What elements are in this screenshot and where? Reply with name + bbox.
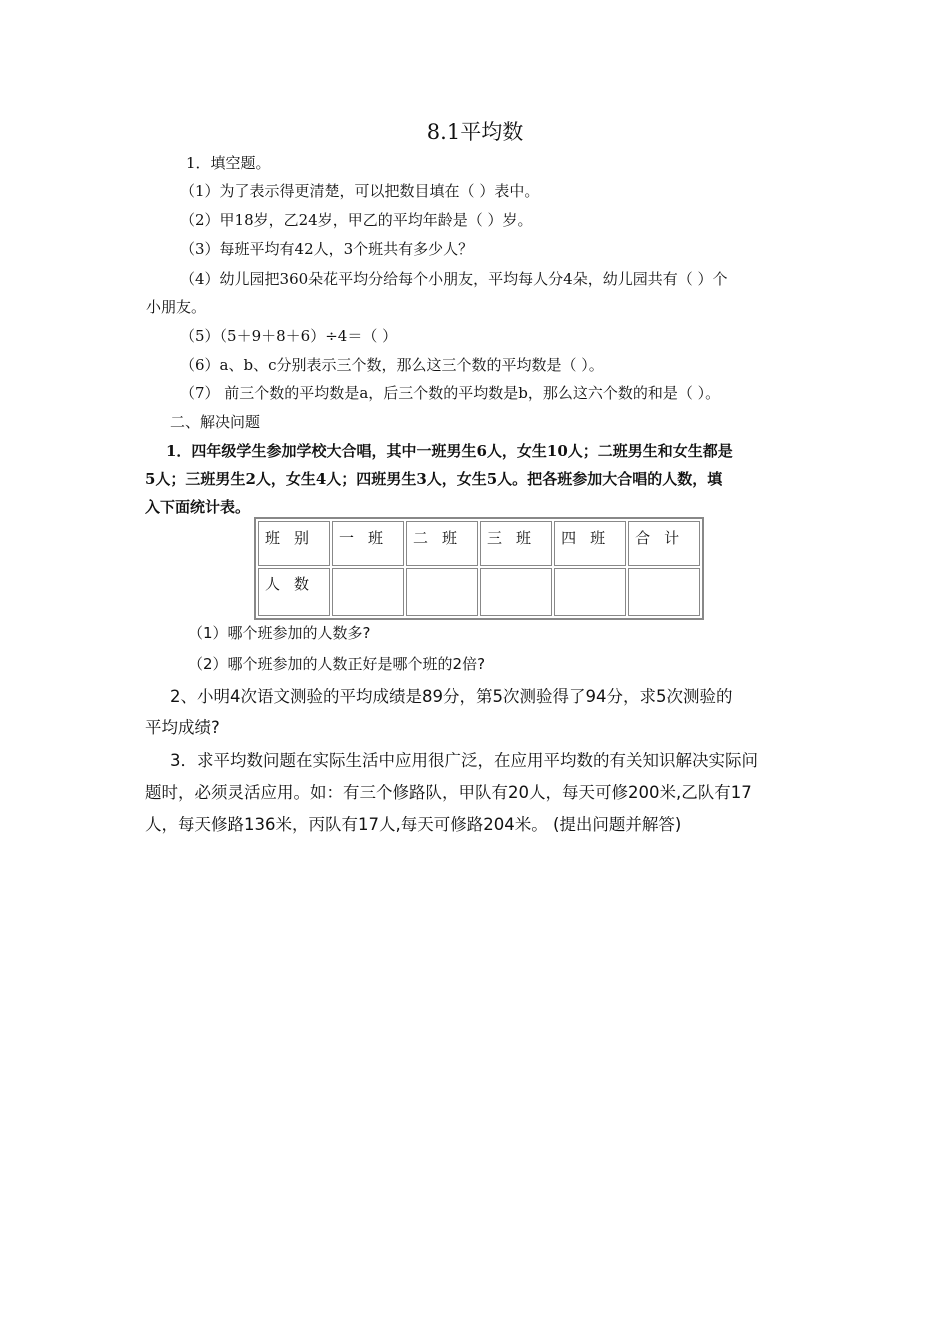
table-header-cell: 二班 [406, 521, 478, 566]
table-data-row [258, 568, 700, 616]
problem-3-line3: 人，每天修路136米，丙队有17人,每天可修路204米。 (提出问题并解答) [145, 815, 682, 834]
statistics-table [254, 517, 704, 620]
section2-heading: 二、解决问题 [170, 413, 261, 431]
question-5: （5）（5＋9＋8＋6）÷4＝（ ） [180, 327, 398, 345]
problem-1-line1: 1．四年级学生参加学校大合唱，其中一班男生6人，女生10人；二班男生和女生都是 [166, 442, 733, 460]
table-header-cell: 四班 [554, 521, 626, 566]
table-header-cell: 三班 [480, 521, 552, 566]
question-7: （7） 前三个数的平均数是a，后三个数的平均数是b，那么这六个数的和是（ ）。 [180, 384, 721, 402]
question-6: （6）a、b、c分别表示三个数，那么这三个数的平均数是（ ）。 [180, 356, 604, 374]
table-header-row [258, 521, 700, 566]
problem-1-line3: 入下面统计表。 [145, 498, 251, 516]
table-empty-cell[interactable] [554, 568, 626, 616]
question-3: （3）每班平均有42人，3个班共有多少人？ [180, 240, 474, 258]
question-4-line2: 小朋友。 [146, 298, 207, 316]
table-empty-cell[interactable] [332, 568, 404, 616]
question-4-line1: （4）幼儿园把360朵花平均分给每个小朋友，平均每人分4朵，幼儿园共有（ ）个 [180, 270, 728, 288]
problem-1-line2: 5人；三班男生2人，女生4人；四班男生3人，女生5人。把各班参加大合唱的人数，填 [145, 470, 723, 488]
question-1: （1）为了表示得更清楚，可以把数目填在（ ）表中。 [180, 182, 540, 200]
table-header-cell: 班别 [258, 521, 330, 566]
page-title: 8.1平均数 [426, 120, 524, 144]
table-row-label: 人数 [258, 568, 330, 616]
table-empty-cell[interactable] [406, 568, 478, 616]
sub-question-2: （2）哪个班参加的人数正好是哪个班的2倍? [188, 655, 486, 673]
table-empty-cell[interactable] [628, 568, 700, 616]
table-empty-cell[interactable] [480, 568, 552, 616]
problem-3-line1: 3．求平均数问题在实际生活中应用很广泛，在应用平均数的有关知识解决实际问 [170, 751, 758, 770]
problem-3-line2: 题时，必须灵活应用。如：有三个修路队，甲队有20人，每天可修200米,乙队有17 [145, 783, 752, 802]
problem-2-line2: 平均成绩? [145, 718, 220, 737]
section1-heading: 1．填空题。 [186, 154, 271, 172]
problem-2-line1: 2、小明4次语文测验的平均成绩是89分，第5次测验得了94分，求5次测验的 [170, 687, 733, 706]
table-header-cell: 一班 [332, 521, 404, 566]
question-2: （2）甲18岁，乙24岁，甲乙的平均年龄是（ ）岁。 [180, 211, 533, 229]
table-header-cell: 合计 [628, 521, 700, 566]
sub-question-1: （1）哪个班参加的人数多? [188, 624, 371, 642]
